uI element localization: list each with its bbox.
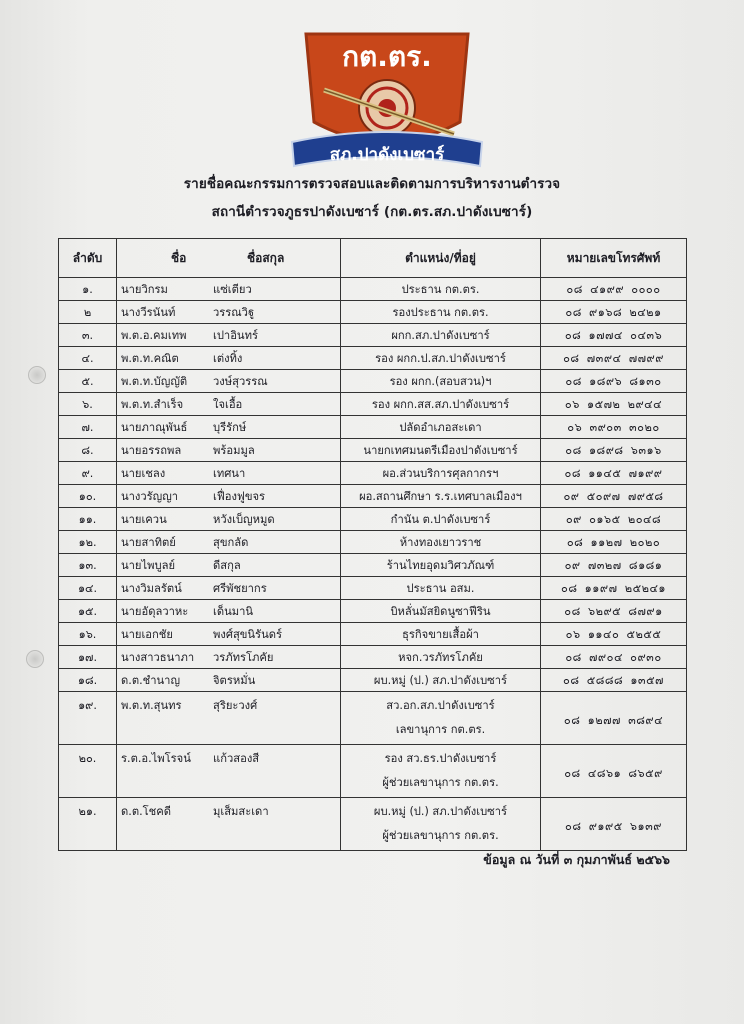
last-name: พงศ์สุขนิรันดร์	[213, 628, 282, 641]
row-number: ๒๐.	[59, 745, 117, 798]
position-line1: ร้านไทยอุดมวิศวภัณฑ์	[386, 559, 495, 572]
first-name: นายวิกรม	[121, 283, 168, 296]
position-line1: ผอ.ส่วนบริการศุลกากรฯ	[382, 467, 499, 480]
member-position	[341, 554, 541, 577]
last-name: หวังเบ็ญหมูด	[213, 513, 275, 526]
first-name: พ.ต.ท.สุนทร	[121, 699, 182, 712]
member-position	[341, 600, 541, 623]
last-name: วงษ์สุวรรณ	[213, 375, 268, 388]
last-name: บุรีรักษ์	[213, 421, 247, 434]
position-line2: ผู้ช่วยเลขานุการ กต.ตร.	[382, 829, 499, 842]
first-name: นายอรรถพล	[121, 444, 182, 457]
member-name	[117, 646, 341, 669]
position-line1: ธุรกิจขายเสื้อผ้า	[402, 628, 479, 641]
last-name: พร้อมมูล	[213, 444, 255, 457]
first-name: นายอัดุลวาหะ	[121, 605, 189, 618]
phone-number: ๐๖ ๓๙๐๓ ๓๐๒๐	[541, 416, 687, 439]
member-position	[341, 623, 541, 646]
table-row	[59, 347, 687, 370]
row-number: ๑๖.	[59, 623, 117, 646]
last-name: เปาอินทร์	[213, 329, 258, 342]
position-line1: ผบ.หมู่ (ป.) สภ.ปาดังเบซาร์	[373, 674, 508, 687]
position-line1: ผกก.สภ.ปาดังเบซาร์	[391, 329, 490, 342]
member-name	[117, 577, 341, 600]
data-date-note: ข้อมูล ณ วันที่ ๓ กุมภาพันธ์ ๒๕๖๖	[483, 852, 670, 867]
phone-number: ๐๘ ๖๒๙๕ ๘๗๙๑	[541, 600, 687, 623]
first-name: นายเควน	[121, 513, 167, 526]
member-position	[341, 531, 541, 554]
member-position	[341, 393, 541, 416]
row-number: ๑๗.	[59, 646, 117, 669]
logo-banner-text: สภ.ปาดังเบซาร์	[329, 145, 445, 165]
document-title: รายชื่อคณะกรรมการตรวจสอบและติดตามการบริหารงานตำรวจ	[183, 176, 561, 192]
table-row	[59, 798, 687, 851]
member-position	[341, 577, 541, 600]
table-row	[59, 531, 687, 554]
position-line1: ผบ.หมู่ (ป.) สภ.ปาดังเบซาร์	[373, 805, 508, 818]
header-position: ตำแหน่ง/ที่อยู่	[341, 239, 541, 278]
member-position	[341, 669, 541, 692]
last-name: ดีสกุล	[213, 559, 241, 572]
table-row	[59, 669, 687, 692]
phone-number: ๐๘ ๔๘๖๑ ๘๖๕๙	[541, 745, 687, 798]
member-name	[117, 370, 341, 393]
first-name: พ.ต.ท.บัญญัติ	[121, 375, 188, 388]
member-name	[117, 745, 341, 798]
member-name	[117, 485, 341, 508]
last-name: แซ่เตียว	[213, 283, 252, 296]
last-name: ใจเอื้อ	[213, 398, 243, 411]
row-number: ๘.	[59, 439, 117, 462]
last-name: เต่งทิ้ง	[213, 352, 243, 365]
member-position	[341, 485, 541, 508]
table-row	[59, 278, 687, 301]
phone-number: ๐๘ ๑๑๙๗ ๒๕๒๔๑	[541, 577, 687, 600]
phone-number: ๐๘ ๑๑๔๕ ๗๑๙๙	[541, 462, 687, 485]
last-name: สุริยะวงศ์	[213, 699, 258, 712]
table-row	[59, 301, 687, 324]
first-name: นางวีรนันท์	[121, 306, 176, 319]
phone-number: ๐๘ ๗๓๙๔ ๗๗๙๙	[541, 347, 687, 370]
first-name: ด.ต.ชำนาญ	[121, 674, 180, 687]
row-number: ๒	[59, 301, 117, 324]
committee-table	[58, 238, 687, 851]
position-line1: ห้างทองเยาวราช	[399, 536, 482, 549]
position-line1: บิหลั่นมัสยิดนูซาฟีริน	[390, 605, 491, 618]
first-name: ด.ต.โชคดี	[121, 805, 171, 818]
first-name: นายสาทิตย์	[121, 536, 176, 549]
row-number: ๑.	[59, 278, 117, 301]
row-number: ๕.	[59, 370, 117, 393]
member-position	[341, 324, 541, 347]
row-number: ๙.	[59, 462, 117, 485]
table-row	[59, 462, 687, 485]
first-name: นายเอกชัย	[121, 628, 173, 641]
position-line1: รอง ผกก.ป.สภ.ปาดังเบซาร์	[375, 352, 506, 365]
first-name: นางวรัญญา	[121, 490, 179, 503]
row-number: ๔.	[59, 347, 117, 370]
row-number: ๒๑.	[59, 798, 117, 851]
document-subtitle: สถานีตำรวจภูธรปาดังเบซาร์ (กต.ตร.สภ.ปาดังเบซาร์)	[211, 204, 533, 220]
table-row	[59, 692, 687, 745]
last-name: ศรีพัชยากร	[213, 582, 267, 595]
member-position	[341, 646, 541, 669]
phone-number: ๐๙ ๕๐๙๗ ๗๙๕๘	[541, 485, 687, 508]
row-number: ๓.	[59, 324, 117, 347]
header-phone: หมายเลขโทรศัพท์	[541, 239, 687, 278]
phone-number: ๐๙ ๐๑๖๕ ๒๐๔๘	[541, 508, 687, 531]
first-name: นางวิมลรัตน์	[121, 582, 182, 595]
row-number: ๑๓.	[59, 554, 117, 577]
member-position	[341, 745, 541, 798]
phone-number: ๐๘ ๔๑๙๙ ๐๐๐๐	[541, 278, 687, 301]
member-position	[341, 798, 541, 851]
phone-number: ๐๘ ๙๑๙๕ ๖๑๓๙	[541, 798, 687, 851]
row-number: ๑๒.	[59, 531, 117, 554]
phone-number: ๐๘ ๑๒๗๗ ๓๘๙๔	[541, 692, 687, 745]
table-row	[59, 646, 687, 669]
last-name: สุขกลัด	[213, 536, 249, 549]
punch-hole-top	[28, 366, 46, 384]
row-number: ๗.	[59, 416, 117, 439]
header-first: ชื่อ	[171, 250, 187, 265]
first-name: พ.ต.ท.คณิต	[121, 352, 179, 365]
member-name	[117, 600, 341, 623]
table-row	[59, 554, 687, 577]
position-line2: เลขานุการ กต.ตร.	[395, 723, 486, 736]
table-row	[59, 745, 687, 798]
table-header-row	[59, 239, 687, 278]
member-name	[117, 393, 341, 416]
member-position	[341, 508, 541, 531]
first-name: นายเชลง	[121, 467, 166, 480]
row-number: ๑๐.	[59, 485, 117, 508]
member-position	[341, 692, 541, 745]
position-line1: รอง ผกก.(สอบสวน)ฯ	[389, 375, 492, 388]
member-name	[117, 554, 341, 577]
member-position	[341, 301, 541, 324]
phone-number: ๐๖ ๑๕๗๒ ๒๙๔๔	[541, 393, 687, 416]
logo-top-text: กต.ตร.	[342, 40, 432, 73]
last-name: เฟื่องฟูขจร	[213, 490, 266, 503]
position-line1: นายกเทศมนตรีเมืองปาดังเบซาร์	[363, 444, 518, 457]
table-row	[59, 393, 687, 416]
member-position	[341, 278, 541, 301]
member-name	[117, 439, 341, 462]
table-row	[59, 324, 687, 347]
position-line1: ประธาน อสม.	[406, 582, 475, 595]
first-name: นางสาวธนาภา	[121, 651, 195, 664]
header-name	[117, 239, 341, 278]
member-position	[341, 347, 541, 370]
member-name	[117, 462, 341, 485]
member-name	[117, 798, 341, 851]
position-line1: หจก.วรภัทรโภคัย	[398, 651, 483, 664]
position-line1: สว.อก.สภ.ปาดังเบซาร์	[386, 699, 495, 712]
member-name	[117, 347, 341, 370]
position-line1: ปลัดอำเภอสะเดา	[399, 421, 482, 434]
row-number: ๑๕.	[59, 600, 117, 623]
member-name	[117, 692, 341, 745]
last-name: จิตรหมั่น	[213, 674, 256, 687]
member-name	[117, 324, 341, 347]
member-name	[117, 416, 341, 439]
member-position	[341, 462, 541, 485]
punch-hole-bottom	[26, 650, 44, 668]
first-name: นายไพบูลย์	[121, 559, 175, 572]
row-number: ๑๔.	[59, 577, 117, 600]
phone-number: ๐๙ ๗๓๒๗ ๘๑๘๑	[541, 554, 687, 577]
member-name	[117, 623, 341, 646]
first-name: ร.ต.อ.ไพโรจน์	[121, 752, 191, 765]
table-row	[59, 600, 687, 623]
last-name: วรรณวิฐู	[213, 306, 255, 319]
member-name	[117, 508, 341, 531]
member-position	[341, 370, 541, 393]
position-line1: รองประธาน กต.ตร.	[392, 306, 489, 319]
phone-number: ๐๖ ๑๑๔๐ ๕๒๕๕	[541, 623, 687, 646]
table-row	[59, 416, 687, 439]
row-number: ๖.	[59, 393, 117, 416]
position-line1: กำนัน ต.ปาดังเบซาร์	[390, 513, 491, 526]
member-name	[117, 669, 341, 692]
phone-number: ๐๘ ๑๑๒๗ ๒๐๒๐	[541, 531, 687, 554]
phone-number: ๐๘ ๑๗๗๔ ๐๔๓๖	[541, 324, 687, 347]
position-line1: รอง สว.ธร.ปาดังเบซาร์	[384, 752, 497, 765]
table-row	[59, 577, 687, 600]
position-line1: ผอ.สถานศึกษา ร.ร.เทศบาลเมืองฯ	[359, 490, 522, 503]
phone-number: ๐๘ ๗๙๐๔ ๐๙๓๐	[541, 646, 687, 669]
first-name: พ.ต.อ.คมเทพ	[121, 329, 187, 342]
position-line2: ผู้ช่วยเลขานุการ กต.ตร.	[382, 776, 499, 789]
last-name: เทศนา	[213, 467, 246, 480]
police-committee-logo	[284, 30, 490, 170]
member-name	[117, 301, 341, 324]
first-name: พ.ต.ท.สำเร็จ	[121, 398, 184, 411]
member-name	[117, 531, 341, 554]
phone-number: ๐๘ ๕๘๘๘ ๑๓๕๗	[541, 669, 687, 692]
header-no: ลำดับ	[59, 239, 117, 278]
member-position	[341, 439, 541, 462]
position-line1: รอง ผกก.สส.สภ.ปาดังเบซาร์	[371, 398, 510, 411]
table-row	[59, 439, 687, 462]
row-number: ๑๘.	[59, 669, 117, 692]
position-line1: ประธาน กต.ตร.	[401, 283, 480, 296]
last-name: แก้วสองสี	[213, 752, 260, 765]
last-name: วรภัทรโภคัย	[213, 651, 274, 664]
phone-number: ๐๘ ๑๘๙๘ ๖๓๑๖	[541, 439, 687, 462]
table-row	[59, 485, 687, 508]
member-position	[341, 416, 541, 439]
last-name: เด็นมานิ	[213, 605, 254, 618]
header-last: ชื่อสกุล	[247, 250, 285, 265]
table-row	[59, 623, 687, 646]
table-row	[59, 370, 687, 393]
row-number: ๑๙.	[59, 692, 117, 745]
phone-number: ๐๘ ๑๘๙๖ ๘๑๓๐	[541, 370, 687, 393]
last-name: มุเส็มสะเดา	[213, 805, 269, 818]
first-name: นายภาณุพันธ์	[121, 421, 188, 434]
member-name	[117, 278, 341, 301]
phone-number: ๐๘ ๙๑๖๘ ๒๔๒๑	[541, 301, 687, 324]
row-number: ๑๑.	[59, 508, 117, 531]
table-row	[59, 508, 687, 531]
